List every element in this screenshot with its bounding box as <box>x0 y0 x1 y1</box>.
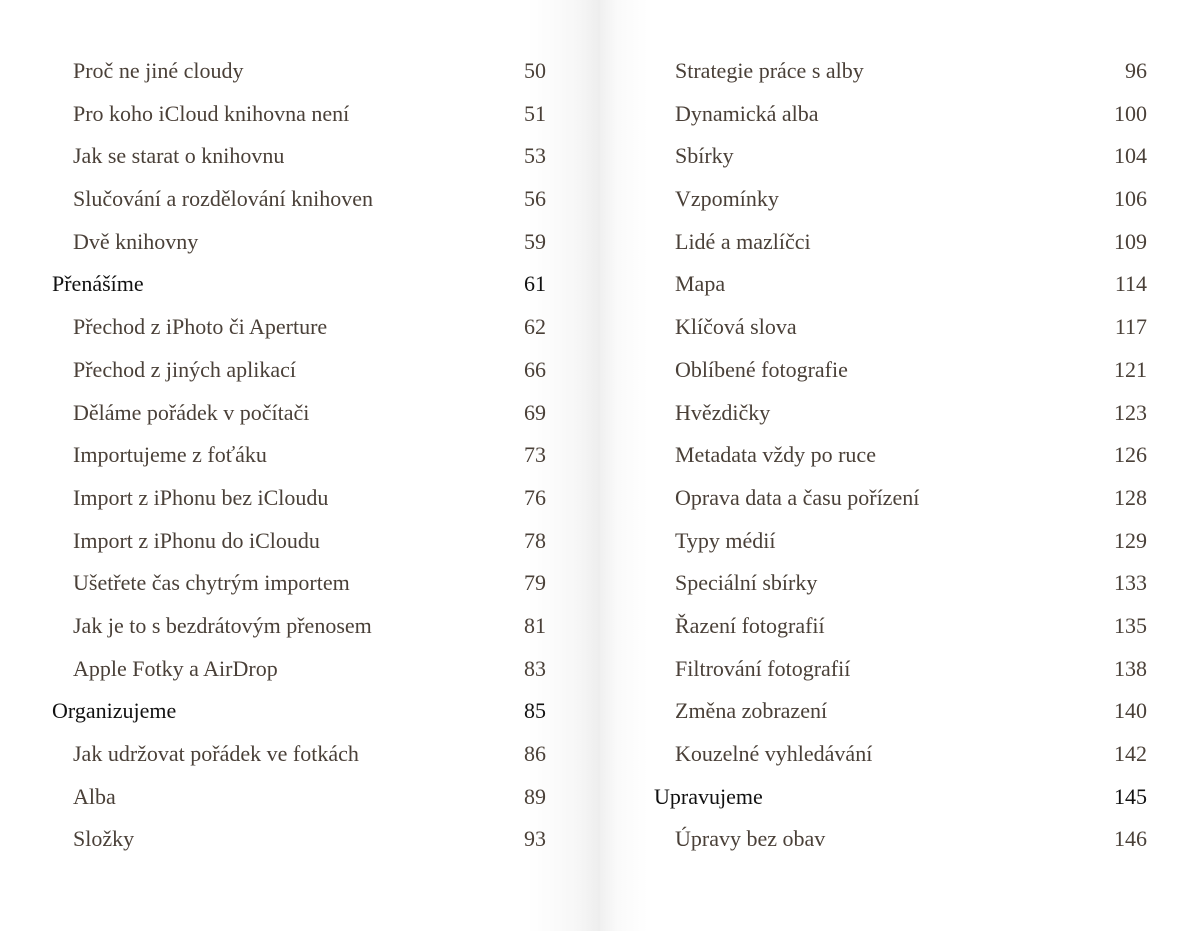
toc-entry-page-number: 73 <box>524 442 546 468</box>
toc-entry[interactable] <box>654 263 1147 306</box>
toc-entry-page-number: 140 <box>1114 698 1147 724</box>
toc-entry[interactable] <box>52 221 546 264</box>
toc-entry[interactable] <box>654 562 1147 605</box>
toc-section-entry[interactable] <box>52 690 546 733</box>
toc-entry-page-number: 76 <box>524 484 546 510</box>
toc-entry-title: Metadata vždy po ruce <box>675 442 876 468</box>
toc-entry[interactable] <box>654 690 1147 733</box>
toc-entry[interactable] <box>52 178 546 221</box>
toc-entry-title: Filtrování fotografií <box>675 655 851 681</box>
toc-entry[interactable] <box>52 520 546 563</box>
toc-entry-title: Úpravy bez obav <box>675 826 826 852</box>
toc-entry-page-number: 114 <box>1114 271 1147 297</box>
toc-entry[interactable] <box>654 733 1147 776</box>
toc-entry[interactable] <box>654 520 1147 563</box>
toc-entry-page-number: 129 <box>1114 527 1147 553</box>
toc-entry-title: Typy médií <box>675 527 776 553</box>
toc-entry[interactable] <box>52 392 546 435</box>
toc-entry[interactable] <box>654 392 1147 435</box>
toc-entry-page-number: 62 <box>524 314 546 340</box>
toc-entry-page-number: 83 <box>524 655 546 681</box>
toc-entry[interactable] <box>654 818 1147 861</box>
toc-entry-page-number: 86 <box>524 741 546 766</box>
toc-entry-title: Oprava data a času pořízení <box>675 484 920 510</box>
right-page <box>600 0 1200 931</box>
toc-entry-page-number: 146 <box>1114 826 1147 852</box>
toc-entry-title: Jak se starat o knihovnu <box>73 143 285 169</box>
toc-entry-title: Pro koho iCloud knihovna není <box>73 100 350 126</box>
toc-entry[interactable] <box>654 477 1147 520</box>
toc-entry-title: Organizujeme <box>52 698 177 724</box>
toc-entry-title: Apple Fotky a AirDrop <box>73 655 278 681</box>
toc-entry[interactable] <box>52 349 546 392</box>
toc-entry[interactable] <box>52 648 546 691</box>
toc-entry-title: Speciální sbírky <box>675 570 818 596</box>
toc-entry[interactable] <box>654 434 1147 477</box>
toc-entry-page-number: 123 <box>1114 399 1147 425</box>
toc-entry-title: Dynamická alba <box>675 100 819 126</box>
toc-entry-title: Import z iPhonu bez iCloudu <box>73 484 329 510</box>
toc-entry-page-number: 138 <box>1114 655 1147 681</box>
toc-entry[interactable] <box>52 306 546 349</box>
toc-entry-page-number: 109 <box>1114 228 1147 254</box>
toc-entry-title: Slučování a rozdělování knihoven <box>73 186 373 212</box>
toc-entry-page-number: 106 <box>1114 186 1147 212</box>
toc-entry[interactable] <box>654 605 1147 648</box>
toc-entry-title: Import z iPhonu do iCloudu <box>73 527 320 553</box>
toc-entry-title: Vzpomínky <box>675 186 779 212</box>
toc-entry-title: Dvě knihovny <box>73 228 199 254</box>
toc-entry-title: Klíčová slova <box>675 314 797 340</box>
toc-entry-title: Přenášíme <box>52 271 144 297</box>
toc-entry-page-number: 81 <box>524 612 546 638</box>
toc-entry-title: Lidé a mazlíčci <box>675 228 811 254</box>
toc-entry-page-number: 50 <box>524 58 546 83</box>
toc-entry-title: Strategie práce s alby <box>675 58 864 83</box>
toc-entry-page-number: 89 <box>524 783 546 809</box>
toc-entry[interactable] <box>654 93 1147 136</box>
toc-entry-title: Přechod z iPhoto či Aperture <box>73 314 328 340</box>
toc-entry-page-number: 93 <box>524 826 546 852</box>
toc-list-right <box>654 50 1147 861</box>
toc-entry[interactable] <box>52 605 546 648</box>
toc-entry-page-number: 79 <box>524 570 546 596</box>
toc-section-entry[interactable] <box>52 263 546 306</box>
toc-entry-page-number: 78 <box>524 527 546 553</box>
toc-entry-title: Mapa <box>675 271 726 297</box>
toc-entry-page-number: 133 <box>1114 570 1147 596</box>
toc-entry[interactable] <box>52 477 546 520</box>
toc-entry-page-number: 51 <box>524 100 546 126</box>
toc-entry[interactable] <box>52 434 546 477</box>
toc-entry-title: Jak udržovat pořádek ve fotkách <box>73 741 359 766</box>
toc-entry[interactable] <box>654 648 1147 691</box>
toc-entry-page-number: 100 <box>1114 100 1147 126</box>
toc-entry-page-number: 121 <box>1114 356 1147 382</box>
toc-entry[interactable] <box>52 818 546 861</box>
toc-entry-page-number: 53 <box>524 143 546 169</box>
toc-entry-page-number: 104 <box>1114 143 1147 169</box>
toc-entry-title: Ušetřete čas chytrým importem <box>73 570 350 596</box>
toc-entry[interactable] <box>52 733 546 776</box>
toc-entry[interactable] <box>52 135 546 178</box>
toc-entry[interactable] <box>654 178 1147 221</box>
toc-entry-page-number: 59 <box>524 228 546 254</box>
toc-entry-title: Oblíbené fotografie <box>675 356 848 382</box>
toc-entry-title: Řazení fotografií <box>675 612 825 638</box>
toc-entry-title: Děláme pořádek v počítači <box>73 399 310 425</box>
toc-entry[interactable] <box>654 306 1147 349</box>
toc-entry-page-number: 56 <box>524 186 546 212</box>
toc-entry-page-number: 135 <box>1114 612 1147 638</box>
toc-entry-title: Proč ne jiné cloudy <box>73 58 244 83</box>
toc-entry-page-number: 145 <box>1114 783 1147 809</box>
toc-entry-page-number: 61 <box>524 271 546 297</box>
toc-entry-title: Kouzelné vyhledávání <box>675 741 873 766</box>
toc-entry-title: Jak je to s bezdrátovým přenosem <box>73 612 372 638</box>
toc-entry[interactable] <box>52 562 546 605</box>
toc-entry[interactable] <box>654 135 1147 178</box>
toc-entry-page-number: 69 <box>524 399 546 425</box>
toc-entry[interactable] <box>52 93 546 136</box>
toc-entry-title: Hvězdičky <box>675 399 771 425</box>
toc-entry[interactable] <box>654 221 1147 264</box>
toc-entry-page-number: 96 <box>1125 58 1147 83</box>
toc-entry[interactable] <box>52 50 546 93</box>
toc-entry-page-number: 117 <box>1114 314 1147 340</box>
toc-entry-title: Sbírky <box>675 143 734 169</box>
toc-entry-page-number: 142 <box>1114 741 1147 766</box>
toc-list-left <box>52 50 546 861</box>
toc-entry-title: Přechod z jiných aplikací <box>73 356 296 382</box>
toc-entry[interactable] <box>654 349 1147 392</box>
toc-entry-page-number: 85 <box>524 698 546 724</box>
toc-entry[interactable] <box>654 50 1147 93</box>
toc-section-entry[interactable] <box>654 776 1147 819</box>
toc-entry[interactable] <box>52 776 546 819</box>
toc-entry-page-number: 128 <box>1114 484 1147 510</box>
toc-entry-title: Alba <box>73 783 116 809</box>
toc-entry-title: Importujeme z foťáku <box>73 442 267 468</box>
toc-entry-title: Změna zobrazení <box>675 698 828 724</box>
toc-entry-title: Složky <box>73 826 135 852</box>
toc-entry-page-number: 126 <box>1114 442 1147 468</box>
toc-entry-title: Upravujeme <box>654 783 763 809</box>
toc-entry-page-number: 66 <box>524 356 546 382</box>
